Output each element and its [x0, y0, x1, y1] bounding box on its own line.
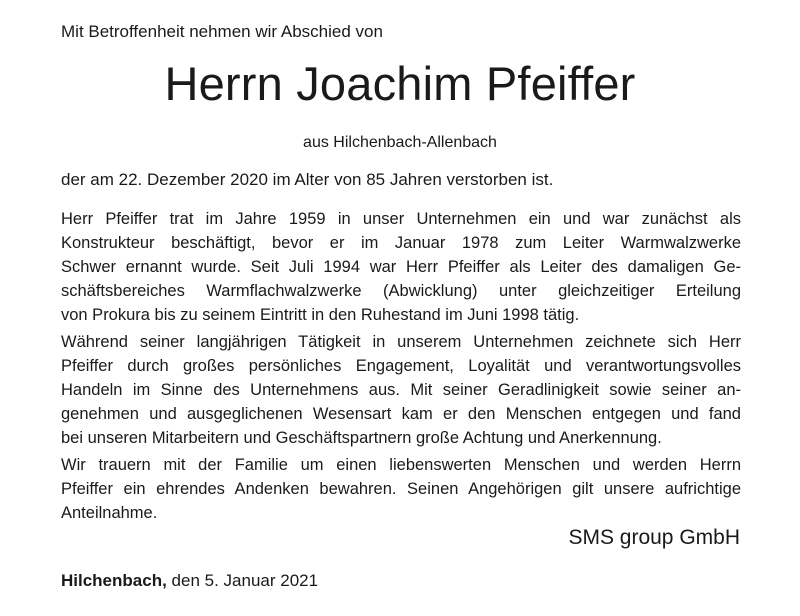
deceased-name: Herrn Joachim Pfeiffer [164, 57, 636, 110]
paragraph-line: genehmen und ausgeglichenen Wesensart kam er den Menschen entgegen und fand [61, 405, 741, 423]
paragraph-career [61, 207, 741, 327]
paragraph-condolence [61, 453, 741, 525]
paragraph-line: von Prokura bis zu seinem Eintritt in den Ruhestand im Juni 1998 tätig. [61, 306, 580, 324]
paragraph-line: Schwer ernannt wurde. Seit Juli 1994 war Herr Pfeiffer als Leiter des damaligen Ge- [61, 258, 741, 276]
paragraph-line: bei unseren Mitarbeitern und Geschäftspartnern große Achtung und Anerkennung. [61, 429, 662, 447]
paragraph-line: Herr Pfeiffer trat im Jahre 1959 in unser Unternehmen ein und war zunächst als [61, 210, 741, 228]
place-date-line [61, 571, 318, 591]
paragraph-line: Handeln im Sinne des Unternehmens aus. Mit seiner Geradlinigkeit sowie seiner an- [61, 381, 741, 399]
place: Hilchenbach, [61, 571, 167, 590]
company-signature: SMS group GmbH [568, 526, 740, 549]
paragraph-line: Wir trauern mit der Familie um einen liebenswerten Menschen und werden Herrn [61, 456, 741, 474]
death-notice-line: der am 22. Dezember 2020 im Alter von 85 Jahren verstorben ist. [61, 170, 554, 189]
origin-line: aus Hilchenbach-Allenbach [303, 134, 497, 151]
paragraph-tribute [61, 330, 741, 450]
date: den 5. Januar 2021 [171, 571, 319, 590]
paragraph-line: Pfeiffer ein ehrendes Andenken bewahren. Seinen Angehörigen gilt unsere aufrichtige [61, 480, 741, 498]
paragraph-line: Konstrukteur beschäftigt, bevor er im Januar 1978 zum Leiter Warmwalzwerke [61, 234, 741, 252]
paragraph-line: Pfeiffer durch großes persönliches Engagement, Loyalität und verantwortungsvolles [61, 357, 741, 375]
paragraph-line: schäftsbereiches Warmflachwalzwerke (Abwicklung) unter gleichzeitiger Erteilung [61, 282, 741, 300]
intro-line: Mit Betroffenheit nehmen wir Abschied von [61, 22, 383, 41]
paragraph-line: Anteilnahme. [61, 504, 158, 522]
paragraph-line: Während seiner langjährigen Tätigkeit in unserem Unternehmen zeichnete sich Herr [61, 333, 741, 351]
